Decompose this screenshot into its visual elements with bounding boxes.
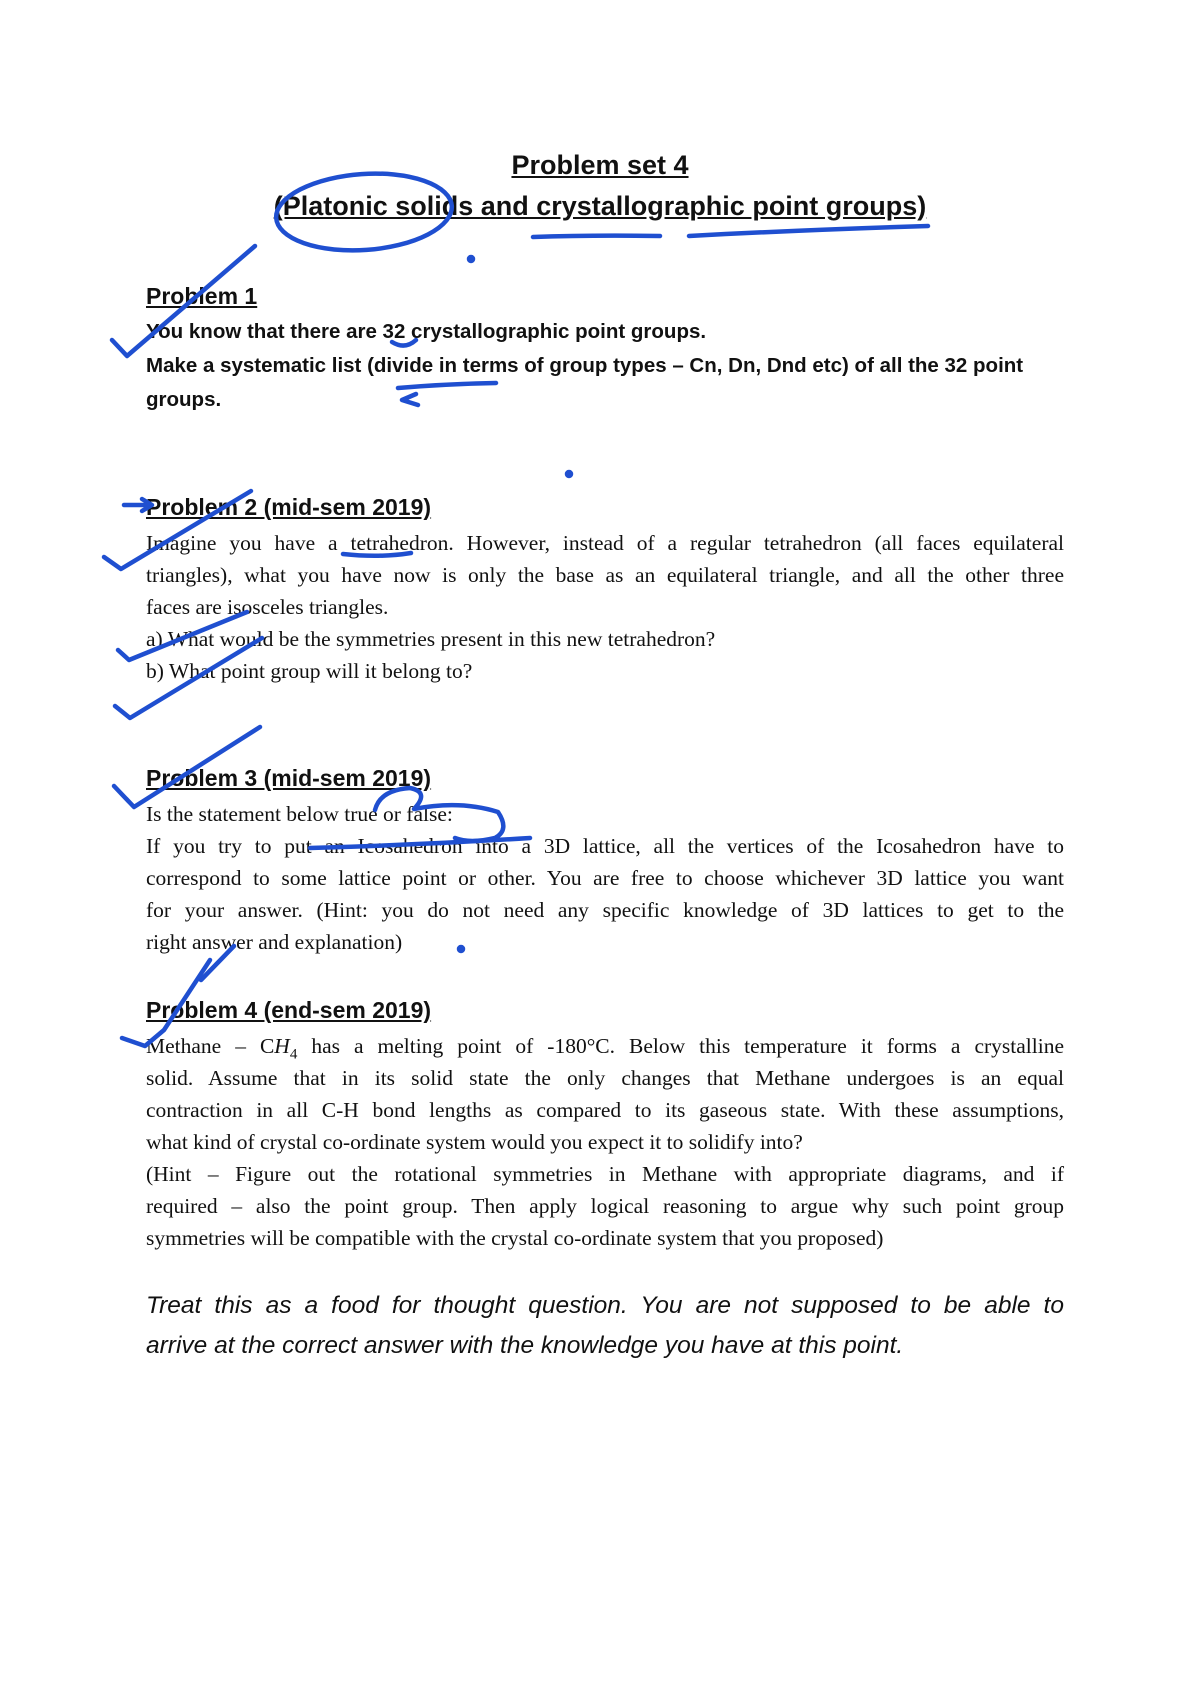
problem-4-line-1 [146, 1034, 1064, 1063]
problem-2-heading: Problem 2 (mid-sem 2019) [146, 494, 432, 520]
problem-2-line-2: triangles), what you have now is only the base as an equilateral triangle, and all the other three [146, 563, 1064, 587]
problem-3-line-5: right answer and explanation) [146, 930, 403, 954]
problem-1-line-3: groups. [146, 388, 222, 411]
problem-1-line-1: You know that there are 32 crystallographic point groups. [146, 320, 707, 343]
problem-2-line-1: Imagine you have a tetrahedron. However, instead of a regular tetrahedron (all faces equilateral [146, 531, 1064, 555]
problem-4-line-3: contraction in all C-H bond lengths as compared to its gaseous state. With these assumptions, [146, 1098, 1064, 1122]
arrow-mark [398, 383, 496, 405]
problem-1-heading: Problem 1 [146, 283, 258, 309]
problem-2-line-4: a) What would be the symmetries present in this new tetrahedron? [146, 627, 716, 651]
problem-3-heading: Problem 3 (mid-sem 2019) [146, 765, 432, 791]
dot-mark [567, 472, 571, 476]
underline-mark [689, 226, 928, 236]
note-line-1: Treat this as a food for thought question. You are not supposed to be able to [146, 1292, 1064, 1319]
problem-4-line-7: symmetries will be compatible with the crystal co-ordinate system that you proposed) [146, 1226, 884, 1250]
problem-2-line-3: faces are isosceles triangles. [146, 595, 389, 619]
page-subtitle: (Platonic solids and crystallographic point groups) [273, 191, 927, 221]
problem-3-line-3: correspond to some lattice point or other. You are free to choose whichever 3D lattice you want [146, 866, 1064, 890]
problem-4-line-5: (Hint – Figure out the rotational symmetries in Methane with appropriate diagrams, and if [146, 1162, 1064, 1186]
problem-4-line-2: solid. Assume that in its solid state the only changes that Methane undergoes is an equal [146, 1066, 1064, 1090]
problem-4-line-6: required – also the point group. Then apply logical reasoning to argue why such point group [146, 1194, 1064, 1218]
hydrogen-count: 4 [289, 1046, 298, 1063]
problem-4-line-4: what kind of crystal co-ordinate system would you expect it to solidify into? [146, 1130, 803, 1154]
problem-4-heading: Problem 4 (end-sem 2019) [146, 997, 432, 1023]
methane-suffix: has a melting point of -180°C. Below this temperature it forms a crystalline [297, 1034, 1064, 1058]
problem-2-line-5: b) What point group will it belong to? [146, 659, 473, 683]
dot-mark [469, 257, 473, 261]
problem-3-line-2: If you try to put an Icosahedron into a 3D lattice, all the vertices of the Icosahedron have to [146, 834, 1064, 858]
hydrogen-symbol: H [274, 1034, 290, 1058]
problem-3-line-1: Is the statement below true or false: [146, 802, 453, 826]
methane-prefix: Methane – C [146, 1034, 275, 1058]
page-title: Problem set 4 [511, 150, 689, 180]
problem-3-line-4: for your answer. (Hint: you do not need any specific knowledge of 3D lattices to get to the [146, 898, 1064, 922]
problem-1-line-2: Make a systematic list (divide in terms of group types – Cn, Dn, Dnd etc) of all the 32 point [146, 354, 1024, 377]
note-line-2: arrive at the correct answer with the knowledge you have at this point. [146, 1332, 904, 1359]
underline-mark [533, 236, 660, 237]
